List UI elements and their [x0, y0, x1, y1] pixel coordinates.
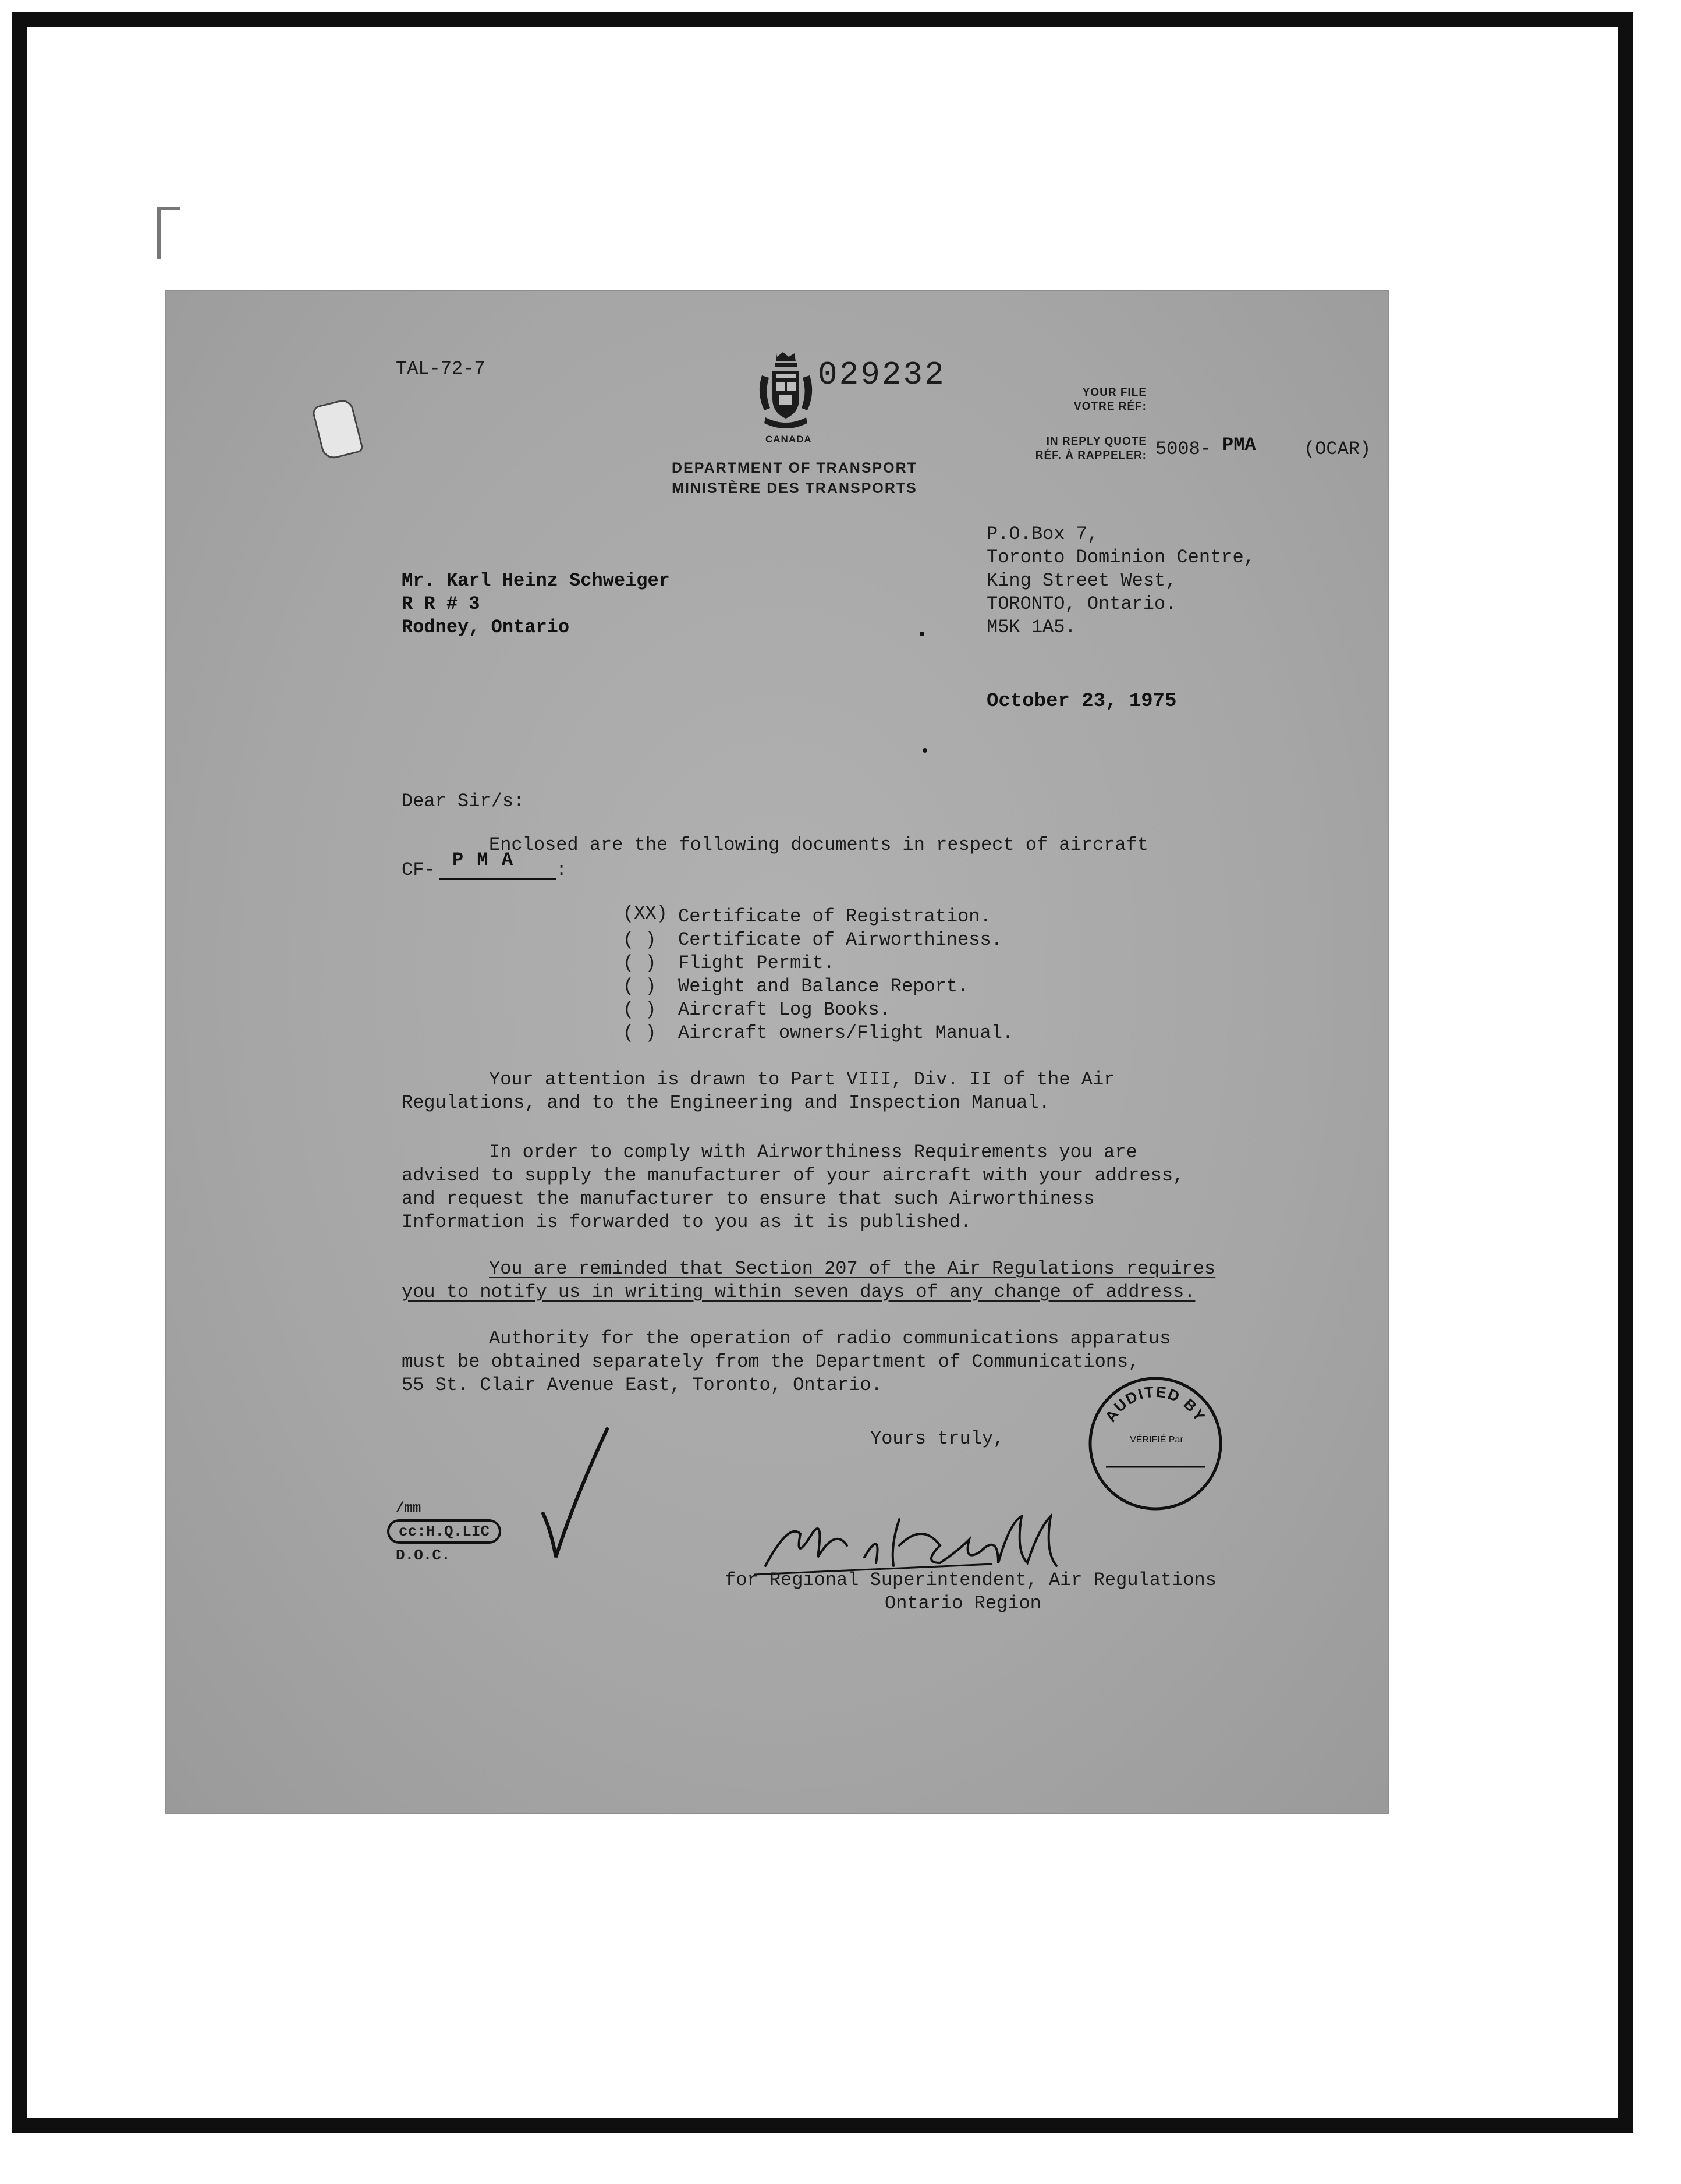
paragraph-airworthiness: In order to comply with Airworthiness Requirements you are	[489, 1141, 1137, 1163]
reply-ref-code: PMA	[1222, 434, 1256, 456]
cc-line: D.O.C.	[396, 1547, 451, 1564]
paragraph-radio: must be obtained separately from the Department of Communications,	[402, 1351, 1140, 1373]
checklist-item: Flight Permit.	[678, 952, 835, 974]
closing: Yours truly,	[870, 1428, 1005, 1449]
scan-speck	[923, 748, 927, 753]
paragraph-airworthiness: and request the manufacturer to ensure that such Airworthiness	[402, 1188, 1095, 1210]
letter-date: October 23, 1975	[987, 690, 1177, 712]
checklist-item: Weight and Balance Report.	[678, 976, 969, 997]
serial-number: 029232	[818, 356, 946, 393]
registration-mark: P M A	[452, 849, 515, 871]
country-label: CANADA	[765, 434, 812, 445]
sender-address-line: P.O.Box 7,	[987, 523, 1099, 545]
scan-speck	[920, 632, 924, 636]
svg-text:AUDITED BY: AUDITED BY	[1101, 1382, 1210, 1426]
sender-address-line: Toronto Dominion Centre,	[987, 547, 1255, 568]
paragraph-radio: 55 St. Clair Avenue East, Toronto, Ontario.	[402, 1374, 882, 1396]
recipient-line: Mr. Karl Heinz Schweiger	[402, 570, 670, 591]
your-file-fr-label: VOTRE RÉF:	[1073, 400, 1147, 413]
reply-quote-fr-label: RÉF. À RAPPELER:	[1035, 449, 1147, 462]
checklist-mark: ( )	[623, 976, 657, 997]
checklist-item: Aircraft owners/Flight Manual.	[678, 1022, 1014, 1044]
paragraph-airworthiness: advised to supply the manufacturer of your aircraft with your address,	[402, 1165, 1184, 1186]
reply-quote-en-label: IN REPLY QUOTE	[1046, 435, 1147, 448]
file-code: TAL-72-7	[396, 358, 485, 380]
paragraph-change-of-address: you to notify us in writing within seven days of any change of address.	[402, 1281, 1196, 1303]
checklist-mark: ( )	[623, 929, 657, 951]
signature-region: Ontario Region	[885, 1593, 1041, 1614]
paragraph-airworthiness: Information is forwarded to you as it is published.	[402, 1211, 972, 1233]
cc-line-circled: cc:H.Q.LIC	[387, 1519, 501, 1544]
sender-address-line: TORONTO, Ontario.	[987, 593, 1177, 615]
audit-stamp	[1086, 1374, 1225, 1513]
crop-mark	[157, 207, 161, 259]
department-fr: MINISTÈRE DES TRANSPORTS	[672, 480, 917, 497]
typist-initials: /mm	[396, 1501, 421, 1516]
letter-sheet	[166, 291, 1388, 1813]
registration-colon: :	[556, 859, 568, 881]
checklist-mark: (XX)	[623, 903, 668, 924]
paragraph-attention: Your attention is drawn to Part VIII, Div. II of the Air	[489, 1069, 1115, 1090]
checklist-item: Certificate of Airworthiness.	[678, 929, 1002, 951]
checklist-mark: ( )	[623, 952, 657, 974]
registration-prefix: CF-	[402, 859, 435, 881]
checklist-mark: ( )	[623, 999, 657, 1020]
coat-of-arms-icon	[754, 352, 818, 434]
registration-underline	[439, 878, 556, 880]
reply-ref-number: 5008-	[1155, 438, 1212, 460]
recipient-line: R R # 3	[402, 593, 480, 615]
intro-text: Enclosed are the following documents in respect of aircraft	[489, 834, 1148, 856]
sender-address-line: King Street West,	[987, 570, 1177, 591]
salutation: Dear Sir/s:	[402, 790, 525, 812]
crop-mark	[157, 207, 180, 210]
checklist-item: Aircraft Log Books.	[678, 999, 891, 1020]
svg-text:VÉRIFIÉ Par: VÉRIFIÉ Par	[1130, 1435, 1183, 1445]
paragraph-attention: Regulations, and to the Engineering and Inspection Manual.	[402, 1092, 1050, 1114]
checklist-mark: ( )	[623, 1022, 657, 1044]
signature-title: for Regional Superintendent, Air Regulations	[725, 1569, 1217, 1591]
checklist-item: Certificate of Registration.	[678, 906, 991, 927]
your-file-en-label: YOUR FILE	[1082, 387, 1147, 399]
paragraph-change-of-address: You are reminded that Section 207 of the Air Regulations requires	[489, 1258, 1216, 1279]
sender-address-line: M5K 1A5.	[987, 616, 1076, 638]
check-mark-icon	[538, 1426, 614, 1566]
paragraph-radio: Authority for the operation of radio communications apparatus	[489, 1328, 1171, 1349]
recipient-line: Rodney, Ontario	[402, 616, 570, 638]
reply-ref-suffix: (OCAR)	[1304, 438, 1371, 460]
department-en: DEPARTMENT OF TRANSPORT	[672, 460, 917, 476]
